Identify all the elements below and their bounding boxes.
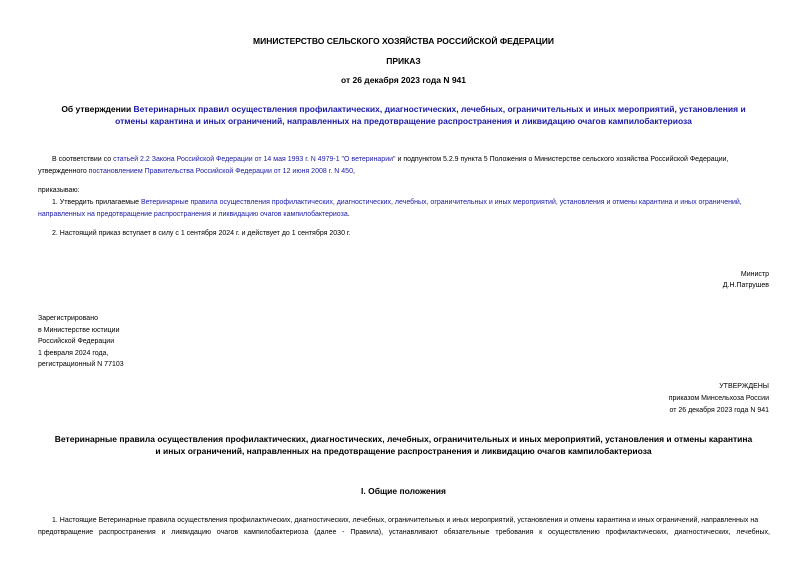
subject-prefix: Об утверждении xyxy=(61,104,134,114)
rules-link-line2[interactable]: направленных на предотвращение распространения и ликвидацию очагов кампилобактериоза xyxy=(38,211,348,218)
law-link[interactable]: статьей 2.2 Закона Российской Федерации от 14 мая 1993 г. N 4979-1 "О ветеринарии" xyxy=(113,156,396,163)
document-date-number: от 26 декабря 2023 года N 941 xyxy=(340,75,467,85)
approved-line3: от 26 декабря 2023 года N 941 xyxy=(669,407,769,414)
item1-line2 xyxy=(38,209,770,221)
subject-link-line1[interactable]: Ветеринарных правил осуществления профилактических, диагностических, лечебных, ограничительных и иных мероприятий, установления и xyxy=(133,104,746,114)
item1-end: . xyxy=(347,211,350,218)
registration-block xyxy=(38,313,124,371)
section1-para-line2: предотвращение распространения и ликвидацию очагов кампилобактериоза (далее - Правила), устанавливают обязательные требования к осуществлению профилактических, диагностических, лечебных, xyxy=(38,529,770,536)
approved-line2: приказом Минсельхоза России xyxy=(668,395,769,402)
registration-line4: 1 февраля 2024 года, xyxy=(38,349,109,357)
registration-line5: регистрационный N 77103 xyxy=(38,361,124,368)
signature-name: Д.Н.Патрушев xyxy=(722,282,769,289)
section-heading: I. Общие положения xyxy=(361,486,446,496)
decree-link[interactable]: постановлением Правительства Российской Федерации от 12 июня 2008 г. N 450 xyxy=(88,168,353,175)
document-subject-line2 xyxy=(0,116,807,127)
item2: 2. Настоящий приказ вступает в силу с 1 сентября 2024 г. и действует до 1 сентября 2030 г. xyxy=(52,230,351,237)
item1-line1 xyxy=(52,197,770,209)
registration-line1: Зарегистрировано xyxy=(38,315,98,322)
order-word: приказываю: xyxy=(38,187,80,194)
subject-link-line2[interactable]: отмены карантина и иных ограничений, направленных на предотвращение распространения и ликвидацию очагов кампилобактериоза xyxy=(115,116,692,126)
approved-line1: УТВЕРЖДЕНЫ xyxy=(719,383,769,390)
preamble-text3: утвержденного xyxy=(38,168,89,175)
ministry-heading: МИНИСТЕРСТВО СЕЛЬСКОГО ХОЗЯЙСТВА РОССИЙСКОЙ ФЕДЕРАЦИИ xyxy=(253,36,554,46)
preamble-text2: и подпунктом 5.2.9 пункта 5 Положения о Министерстве сельского хозяйства Российской Федерации, xyxy=(395,156,729,163)
preamble-line2 xyxy=(38,166,770,178)
signature-title: Министр xyxy=(740,271,769,278)
rules-title-line2: и иных ограничений, направленных на предотвращение распространения и ликвидацию очагов кампилобактериоза xyxy=(155,446,652,456)
section1-para-line1: 1. Настоящие Ветеринарные правила осуществления профилактических, диагностических, лечебных, ограничительных и иных мероприятий, установления и отмены карантина и иных ограничений, направленных на xyxy=(52,517,759,524)
document-subject xyxy=(0,104,807,115)
document-type: ПРИКАЗ xyxy=(386,56,421,66)
registration-line3: Российской Федерации xyxy=(38,338,115,345)
registration-line2: в Министерстве юстиции xyxy=(38,326,120,334)
preamble-text4: , xyxy=(352,168,355,175)
item1-text: 1. Утвердить прилагаемые xyxy=(52,199,141,206)
rules-title-line1: Ветеринарные правила осуществления профилактических, диагностических, лечебных, ограничительных и иных мероприятий, установления и отмены карантина xyxy=(54,434,753,444)
preamble-text1: В соответствии со xyxy=(52,156,114,163)
preamble-line1 xyxy=(52,154,770,166)
rules-link-line1[interactable]: Ветеринарные правила осуществления профилактических, диагностических, лечебных, ограничительных и иных мероприятий, установления и отмены карантина и иных ограничений, xyxy=(140,199,742,206)
